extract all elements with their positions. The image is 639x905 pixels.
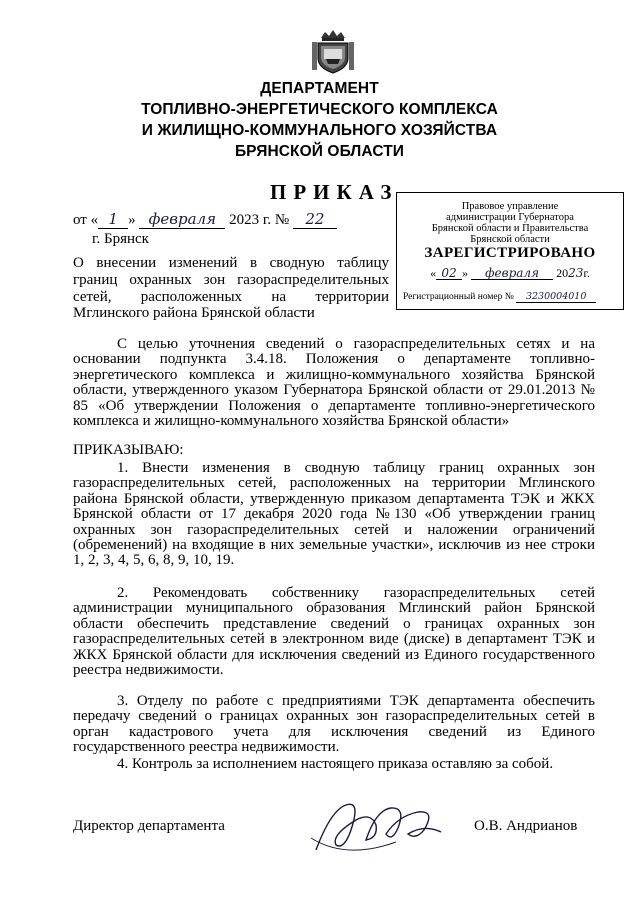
- document-subject: О внесении изменений в сводную таблицу границ охранных зон газораспределительных сетей, расположенных на территории Мглинского района Брянской области: [73, 255, 389, 322]
- date-month: февраля: [139, 210, 225, 229]
- date-line: [73, 210, 337, 229]
- stamp-month: февраля: [471, 268, 553, 280]
- stamp-day: 02: [436, 268, 462, 280]
- stamp-line-2: администрации Губернатора: [446, 212, 574, 223]
- header-line-3: И ЖИЛИЩНО-КОММУНАЛЬНОГО ХОЗЯЙСТВА: [141, 122, 498, 139]
- stamp-year-suffix: 23: [568, 266, 584, 280]
- stamp-reg-line: [397, 291, 629, 303]
- city: г. Брянск: [92, 231, 149, 247]
- preamble: С целью уточнения сведений о газораспределительных сетях и на основании подпункта 3.4.18. Положения о департаменте топливно-энергетического комплекса и жилищно-коммунального хозяйства Брянской области, утвержденного указом Губернатора Брянской области от 29.01.2013 № 85 «Об утверждении Положения о департаменте топливно-энергетического комплекса и жилищно-коммунального хозяйства Брянской области»: [73, 336, 595, 430]
- signature-position: Директор департамента: [73, 818, 225, 834]
- order-item-1: 1. Внести изменения в сводную таблицу границ охранных зон газораспределительных сетей, расположенных на территории Мглинского района Брянской области, утвержденную приказом департамента ТЭК и ЖКХ Брянской области от 17 декабря 2020 года №130 «Об утверждении границ охранных зон газораспределительных сетей и наложении ограничений (обременений) на входящие в них земельные участки», исключив из нее строки 1, 2, 3, 4, 5, 6, 8, 9, 10, 19.: [73, 460, 595, 569]
- order-word: ПРИКАЗЫВАЮ:: [73, 442, 184, 458]
- date-day: 1: [98, 210, 128, 229]
- date-prefix: от «: [73, 212, 99, 228]
- stamp-date: « 02 » февраля 2023г.: [430, 266, 590, 280]
- stamp-registered: ЗАРЕГИСТРИРОВАНО: [424, 245, 596, 261]
- date-year: 2023 г.: [229, 212, 272, 228]
- number-label: №: [274, 212, 290, 228]
- stamp-line-3: Брянской области и Правительства: [431, 223, 589, 234]
- document-type: ПРИКАЗ: [270, 180, 399, 204]
- stamp-line-1: Правовое управление: [461, 201, 559, 212]
- header-line-1: ДЕПАРТАМЕНТ: [260, 80, 379, 97]
- date-mid: »: [128, 212, 136, 228]
- signature-name: О.В. Андрианов: [474, 818, 578, 834]
- order-item-2: 2. Рекомендовать собственнику газораспределительных сетей администрации муниципального образования Мглинский район Брянской области обеспечить представление сведений о границах охранных зон газораспределительных сетей в электронном виде (диске) в департамент ТЭК и ЖКХ Брянской области для исключения сведений из Единого государственного реестра недвижимости.: [73, 585, 595, 679]
- header-line-2: ТОПЛИВНО-ЭНЕРГЕТИЧЕСКОГО КОМПЛЕКСА: [141, 101, 498, 118]
- stamp-year-end: г.: [583, 266, 590, 280]
- stamp-reg-label: Регистрационный номер №: [403, 292, 514, 302]
- handwritten-signature: [306, 790, 446, 860]
- stamp-year-prefix: 20: [556, 266, 569, 280]
- header-line-4: БРЯНСКОЙ ОБЛАСТИ: [234, 143, 405, 160]
- document-number: 22: [293, 210, 337, 229]
- stamp-line-4: Брянской области: [470, 234, 550, 245]
- coat-of-arms-icon: [312, 28, 354, 74]
- order-item-3: 3. Отделу по работе с предприятиями ТЭК департамента обеспечить передачу сведений о границах охранных зон газораспределительных сетей в орган кадастрового учета для исключения сведений из Единого государственного реестра недвижимости.: [73, 693, 595, 756]
- order-item-4: 4. Контроль за исполнением настоящего приказа оставляю за собой.: [117, 756, 554, 772]
- stamp-reg-number: 3230004010: [516, 291, 596, 303]
- registration-stamp: [396, 192, 624, 310]
